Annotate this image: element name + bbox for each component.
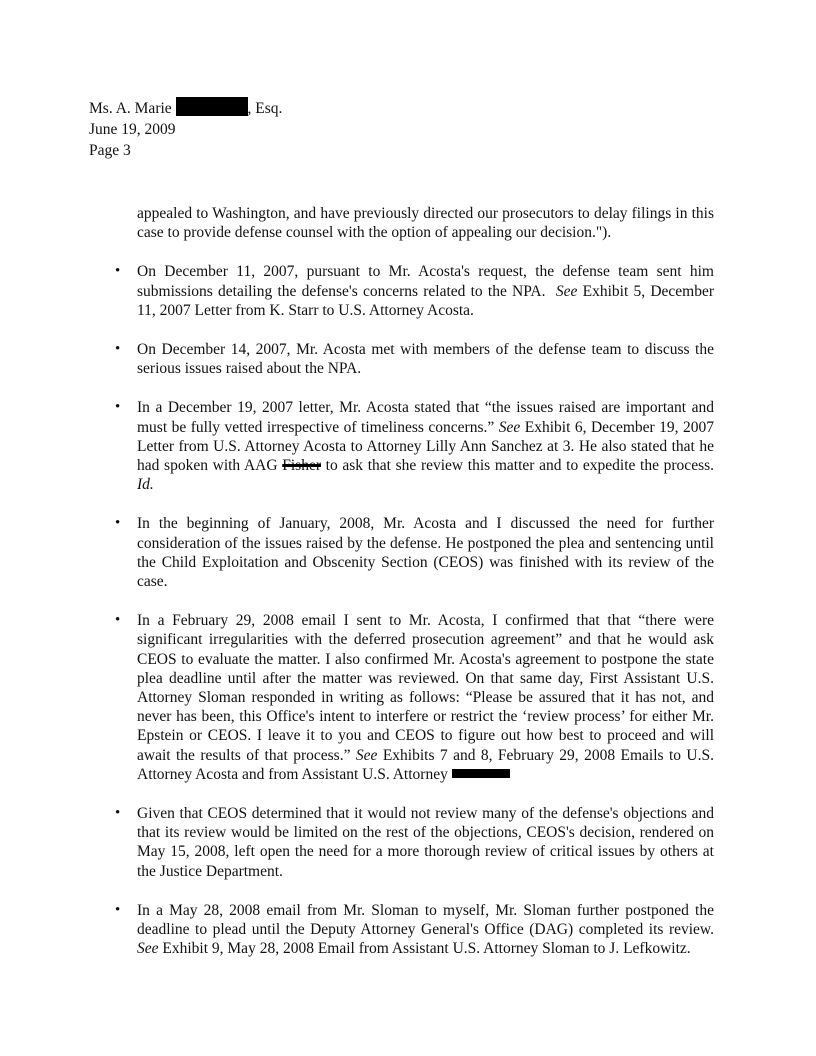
recipient-prefix: Ms. A. Marie [89, 100, 172, 117]
bullet-icon: • [115, 805, 121, 822]
bullet-item: • In a February 29, 2008 email I sent to Mr. Acosta, I confirmed that that “there were significant irregularities with the deferred prosecution agreement” and that he would ask CEOS to evaluate the matter. I also confirmed Mr. Acosta's agreement to postpone the state plea deadline until after the matter was reviewed. On that same day, First Assistant U.S. Attorney Sloman responded in writing as follows: “Please be assured that it has not, and never has been, this Office's intent to interfere or restrict the ‘review process’ for either Mr. Epstein or CEOS. I leave it to you and CEOS to figure out how best to proceed and will await the results of that process.” See Exhibits 7 and 8, February 29, 2008 Emails to U.S. Attorney Acosta and from Assistant U.S. Attorney [115, 612, 714, 783]
continuation-paragraph: appealed to Washington, and have previously directed our prosecutors to delay filings in this case to provide defense counsel with the option of appealing our decision."). [137, 205, 714, 242]
redaction-mark [452, 769, 510, 778]
bullet-item: • Given that CEOS determined that it would not review many of the defense's objections and that its review would be limited on the rest of the objections, CEOS's decision, rendered on May 15, 2008, left open the need for a more thorough review of critical issues by others at the Justice Department. [115, 805, 714, 880]
bullet-item: • In a December 19, 2007 letter, Mr. Acosta stated that “the issues raised are important and must be fully vetted irrespective of timeliness concerns.” See Exhibit 6, December 19, 2007 Letter from U.S. Attorney Acosta to Attorney Lilly Ann Sanchez at 3. He also stated that he had spoken with AAG Fisher to ask that she review this matter and to expedite the process. Id. [115, 399, 715, 494]
bullet-item: • On December 11, 2007, pursuant to Mr. Acosta's request, the defense team sent him submissions detailing the defense's concerns related to the NPA. See Exhibit 5, December 11, 2007 Letter from K. Starr to U.S. Attorney Acosta. [115, 263, 715, 319]
recipient-line [89, 97, 282, 119]
bullet-item: • In the beginning of January, 2008, Mr. Acosta and I discussed the need for further consideration of the issues raised by the defense. He postponed the plea and sentencing until the Child Exploitation and Obscenity Section (CEOS) was finished with its review of the case. [115, 515, 714, 591]
bullet-icon: • [115, 399, 121, 416]
bullet-item: • In a May 28, 2008 email from Mr. Sloman to myself, Mr. Sloman further postponed the deadline to plead until the Deputy Attorney General's Office (DAG) completed its review. See Exhibit 9, May 28, 2008 Email from Assistant U.S. Attorney Sloman to J. Lefkowitz. [115, 901, 714, 958]
bullet-icon: • [115, 612, 121, 629]
letter-header [89, 97, 282, 161]
bullet-list [115, 262, 715, 958]
bullet-icon: • [115, 515, 121, 532]
recipient-suffix: , Esq. [247, 100, 283, 117]
letter-date: June 19, 2009 [89, 121, 176, 138]
bullet-icon: • [115, 901, 121, 918]
page-number: Page 3 [89, 142, 131, 159]
bullet-item: • On December 14, 2007, Mr. Acosta met with members of the defense team to discuss the serious issues raised about the NPA. [115, 341, 714, 378]
redaction-box [176, 97, 248, 116]
bullet-icon: • [115, 341, 121, 358]
bullet-icon: • [115, 263, 121, 280]
letter-body [115, 204, 715, 979]
struck-name: Fisher [282, 457, 321, 475]
